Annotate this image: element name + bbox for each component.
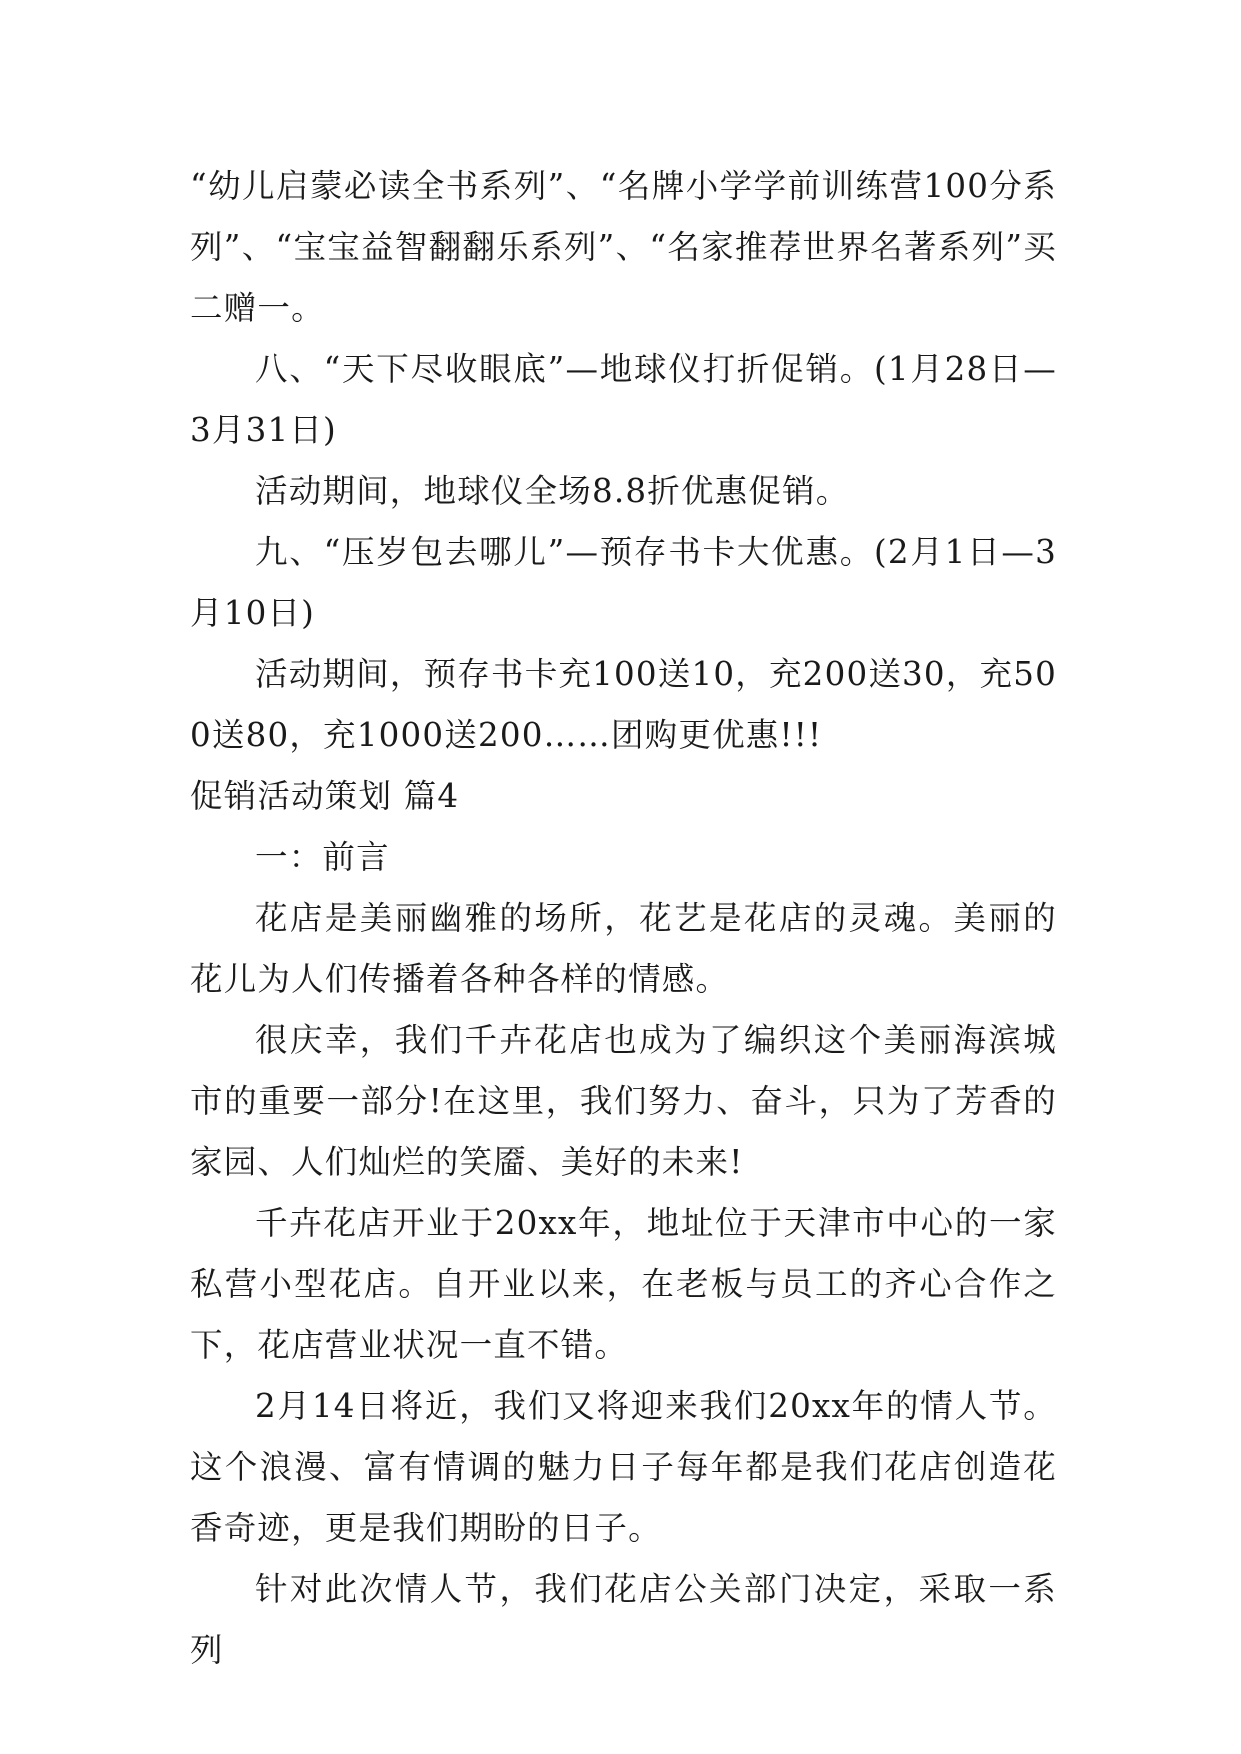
paragraph-book-series: “幼儿启蒙必读全书系列”、“名牌小学学前训练营100分系列”、“宝宝益智翻翻乐系列”、“名家推荐世界名著系列”买二赠一。 [190,167,1057,327]
paragraph-pr-plan: 针对此次情人节，我们花店公关部门决定，采取一系列 [190,1570,1057,1669]
paragraph-item-9-book-card: 九、“压岁包去哪儿”—预存书卡大优惠。(2月1日—3月10日) [190,533,1057,632]
paragraph-flower-shop-intro: 花店是美丽幽雅的场所，花艺是花店的灵魂。美丽的花儿为人们传播着各种各样的情感。 [190,899,1057,998]
document-body [190,156,1057,1681]
paragraph-book-card-offer: 活动期间，预存书卡充100送10，充200送30，充500送80，充1000送200……团购更优惠!!! [190,655,1057,754]
paragraph-shop-history: 千卉花店开业于20xx年，地址位于天津市中心的一家私营小型花店。自开业以来，在老板与员工的齐心合作之下，花店营业状况一直不错。 [190,1204,1057,1364]
paragraph-valentines-day: 2月14日将近，我们又将迎来我们20xx年的情人节。这个浪漫、富有情调的魅力日子每年都是我们花店创造花香奇迹，更是我们期盼的日子。 [190,1387,1057,1547]
paragraph-item-8-globe-sale: 八、“天下尽收眼底”—地球仪打折促销。(1月28日—3月31日) [190,350,1057,449]
section-heading: 促销活动策划 篇4 [190,777,460,815]
paragraph-globe-discount: 活动期间，地球仪全场8.8折优惠促销。 [255,472,850,510]
paragraph-shop-city: 很庆幸，我们千卉花店也成为了编织这个美丽海滨城市的重要一部分!在这里，我们努力、奋斗，只为了芳香的家园、人们灿烂的笑靥、美好的未来! [190,1021,1057,1181]
paragraph-preface-title: 一：前言 [255,838,390,876]
